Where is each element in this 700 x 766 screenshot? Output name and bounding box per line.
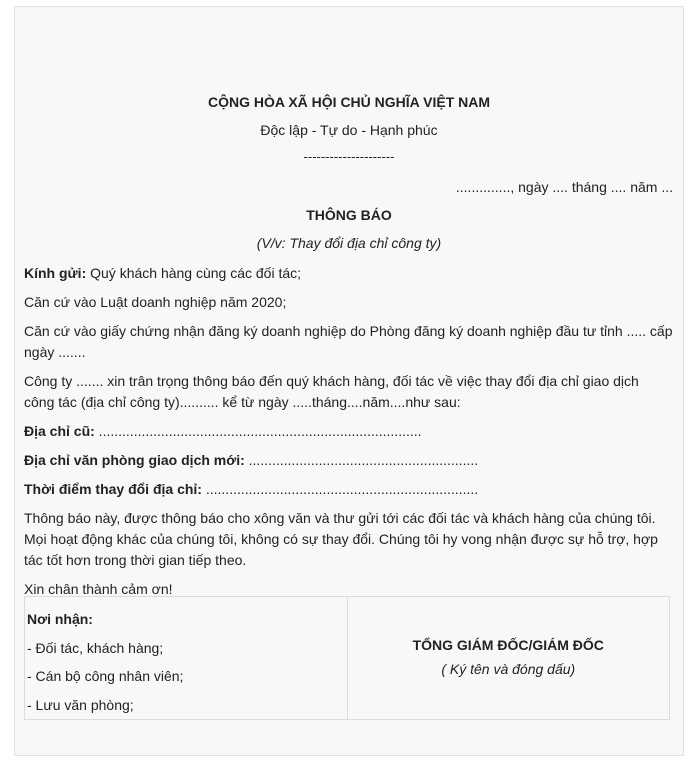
new-address-line — [24, 450, 673, 471]
recipients-heading: Nơi nhận: — [27, 611, 93, 627]
old-address-label: Địa chỉ cũ: — [24, 423, 95, 439]
divider: --------------------- — [303, 149, 395, 164]
new-address-value: ........................................................... — [244, 452, 479, 468]
recipient-item: - Đối tác, khách hàng; — [27, 639, 164, 656]
thanks-line: Xin chân thành cảm ơn! — [24, 581, 173, 597]
change-time-label: Thời điểm thay đổi địa chỉ: — [24, 481, 202, 497]
basis-law: Căn cứ vào Luật doanh nghiệp năm 2020; — [24, 294, 287, 310]
document-title: THÔNG BÁO — [306, 207, 392, 223]
recipients-cell — [25, 597, 348, 720]
recipient-item: - Lưu văn phòng; — [27, 696, 134, 713]
date-line: .............., ngày .... tháng .... năm ... — [455, 179, 673, 195]
recipient-item: - Cán bộ công nhân viên; — [27, 668, 184, 684]
change-time-value: ...................................................................... — [201, 481, 479, 497]
new-address-label: Địa chỉ văn phòng giao dịch mới: — [24, 452, 245, 468]
signature-table — [24, 596, 670, 720]
closing-paragraph: Thông báo này, được thông báo cho xông văn và thư gửi tới các đối tác và khách hàng của chúng tôi. Mọi hoạt động khác của chúng tôi, không có sự thay đổi. Chúng tôi hy vong nhận được sự hỗ trợ, hợp tác tốt hơn trong thời gian tiếp theo. — [24, 510, 658, 568]
national-title: CỘNG HÒA XÃ HỘI CHỦ NGHĨA VIỆT NAM — [207, 94, 491, 110]
signature-note: ( Ký tên và đóng dấu) — [441, 661, 576, 677]
old-address-value: ................................................................................... — [94, 423, 422, 439]
document-subject: (V/v: Thay đổi địa chỉ công ty) — [256, 235, 442, 251]
document-page — [14, 6, 684, 756]
greeting-text: Quý khách hàng cùng các đối tác; — [86, 265, 302, 281]
old-address-line — [24, 421, 673, 442]
signature-cell — [347, 597, 670, 720]
basis-certificate: Căn cứ vào giấy chứng nhận đăng ký doanh nghiệp do Phòng đăng ký doanh nghiệp đầu tư tỉnh ..... cấp ngày ....... — [24, 323, 673, 360]
signer-role: TỔNG GIÁM ĐỐC/GIÁM ĐỐC — [412, 637, 604, 653]
greeting-label: Kính gửi: — [24, 265, 87, 281]
greeting-line — [24, 263, 673, 284]
document-body — [24, 263, 673, 608]
change-time-line — [24, 479, 673, 500]
intro-paragraph: Công ty ....... xin trân trọng thông báo đến quý khách hàng, đối tác về việc thay đổi địa chỉ giao dịch công tác (địa chỉ công ty).......... kể từ ngày .....tháng....năm....như sau: — [24, 373, 639, 410]
national-motto: Độc lập - Tự do - Hạnh phúc — [260, 122, 438, 138]
